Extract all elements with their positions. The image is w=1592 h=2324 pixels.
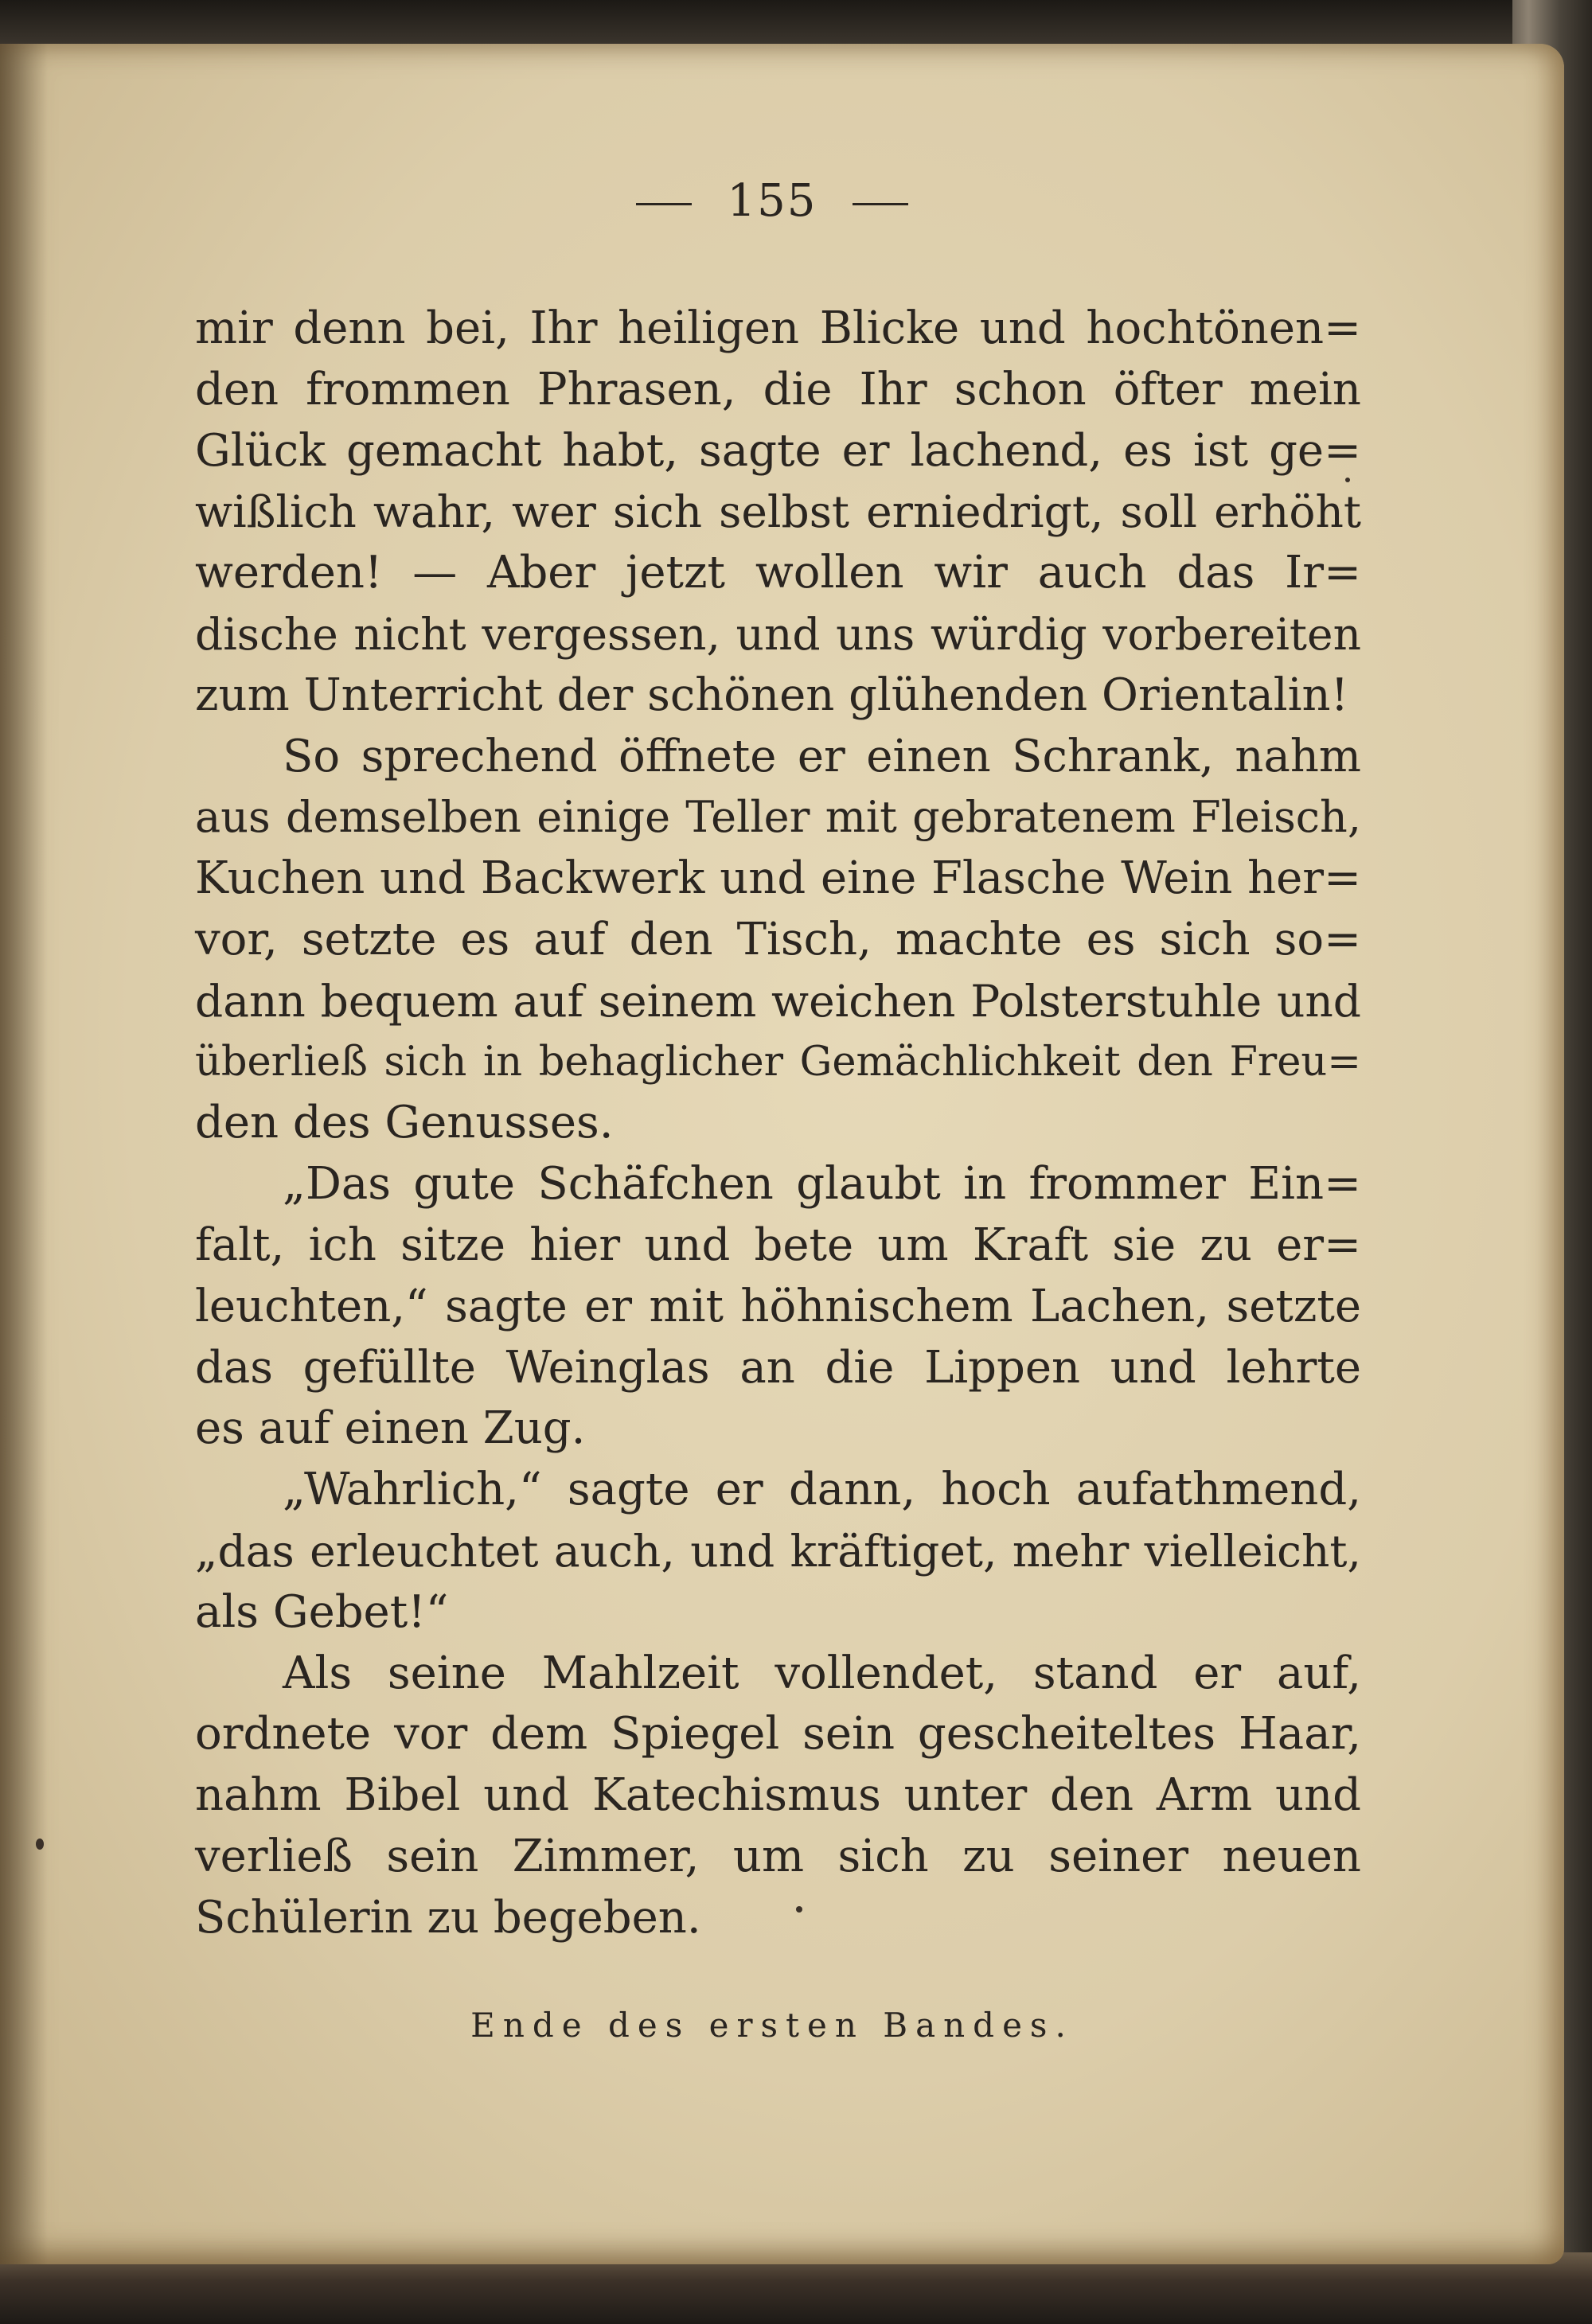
text-line: „Das gute Schäfchen glaubt in frommer Ein= (283, 1158, 1361, 1211)
text-line: den des Genusses. (195, 1097, 614, 1149)
text-line: den frommen Phrasen, die Ihr schon öfter mein (195, 363, 1361, 415)
text-line: Glück gemacht habt, sagte er lachend, es ist ge= (195, 424, 1361, 477)
text-line: „das erleuchtet auch, und kräftiget, mehr vielleicht, (195, 1525, 1361, 1577)
header-dash-left (636, 203, 692, 205)
text-line: dische nicht vergessen, und uns würdig vorbereiten (195, 608, 1361, 660)
paper-speck (796, 1906, 802, 1913)
text-line: So sprechend öffnete er einen Schrank, nahm (283, 730, 1361, 782)
text-line: Kuchen und Backwerk und eine Flasche Wein her= (195, 852, 1361, 905)
colophon: Ende des ersten Bandes. (470, 2006, 1074, 2045)
text-line: aus demselben einige Teller mit gebratenem Fleisch, (195, 792, 1361, 843)
text-line: das gefüllte Weinglas an die Lippen und lehrte (195, 1341, 1361, 1394)
page-header (0, 175, 1544, 227)
text-line: falt, ich sitze hier und bete um Kraft sie zu er= (195, 1219, 1361, 1271)
text-line: es auf einen Zug. (195, 1402, 586, 1455)
body-text (195, 298, 1361, 1949)
text-line: dann bequem auf seinem weichen Polsterstuhle und (195, 975, 1361, 1027)
text-line: zum Unterricht der schönen glühenden Orientalin! (195, 669, 1349, 721)
page-number: 155 (727, 175, 817, 227)
text-line: ordnete vor dem Spiegel sein gescheiteltes Haar, (195, 1708, 1361, 1761)
gutter-shadow (0, 44, 48, 2264)
text-line: als Gebet!“ (195, 1585, 449, 1638)
paper-speck (36, 1839, 44, 1850)
text-line: nahm Bibel und Katechismus unter den Arm und (195, 1769, 1361, 1822)
text-line: „Wahrlich,“ sagte er dann, hoch aufathmend, (283, 1464, 1361, 1516)
text-line: wißlich wahr, wer sich selbst erniedrigt, soll erhöht (195, 486, 1361, 538)
text-line: mir denn bei, Ihr heiligen Blicke und hochtönen= (195, 302, 1361, 354)
text-line: Als seine Mahlzeit vollendet, stand er auf, (283, 1647, 1361, 1699)
text-line: verließ sein Zimmer, um sich zu seiner neuen (195, 1830, 1361, 1882)
text-line: werden! — Aber jetzt wollen wir auch das Ir= (195, 547, 1361, 599)
header-dash-right (853, 203, 908, 205)
text-line: überließ sich in behaglicher Gemächlichkeit den Freu= (195, 1038, 1361, 1086)
paper-speck (1345, 478, 1350, 482)
text-line: Schülerin zu begeben. (195, 1891, 701, 1944)
text-line: leuchten,“ sagte er mit höhnischem Lachen, setzte (195, 1280, 1361, 1332)
text-line: vor, setzte es auf den Tisch, machte es sich so= (195, 913, 1361, 965)
